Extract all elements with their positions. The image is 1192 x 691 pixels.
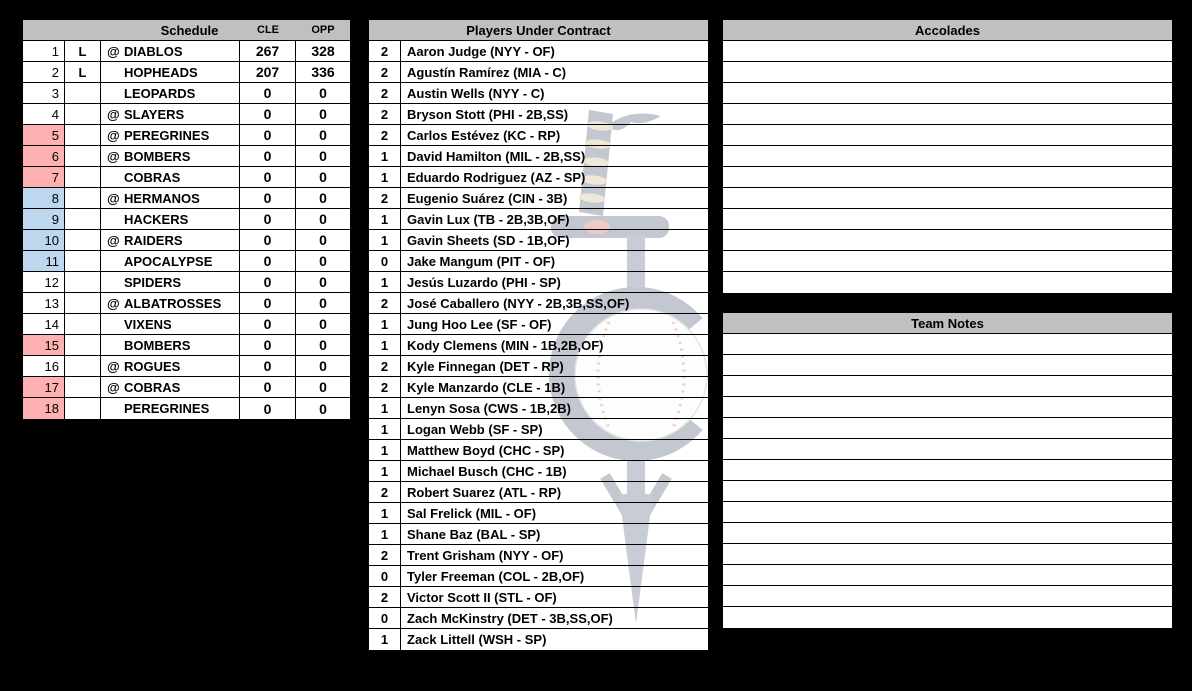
opponent-cell[interactable] xyxy=(101,251,240,271)
contract-years-cell[interactable]: 2 xyxy=(369,125,401,145)
schedule-row xyxy=(23,209,350,230)
player-row xyxy=(369,482,708,503)
player-row xyxy=(369,440,708,461)
opponent-name: SLAYERS xyxy=(124,106,185,122)
empty-note-cell[interactable] xyxy=(723,230,1172,250)
player-row xyxy=(369,419,708,440)
opponent-name: HOPHEADS xyxy=(124,64,198,80)
schedule-row xyxy=(23,167,350,188)
opponent-name: ALBATROSSES xyxy=(124,295,222,311)
opponent-cell[interactable] xyxy=(101,104,240,124)
opp-score-cell[interactable]: 0 xyxy=(319,106,327,122)
opponent-cell[interactable] xyxy=(101,398,240,419)
team-score-cell[interactable]: 267 xyxy=(240,41,296,61)
player-row xyxy=(369,104,708,125)
opp-score-cell[interactable]: 0 xyxy=(319,295,327,311)
opp-score-cell[interactable]: 0 xyxy=(319,358,327,374)
player-row xyxy=(369,398,708,419)
schedule-row xyxy=(23,104,350,125)
game-number-cell[interactable]: 4 xyxy=(23,104,65,124)
empty-note-row xyxy=(723,125,1172,146)
contract-years-cell[interactable]: 2 xyxy=(369,587,401,607)
result-cell[interactable] xyxy=(65,251,101,271)
contract-years-cell[interactable]: 1 xyxy=(369,272,401,292)
opponent-name: DIABLOS xyxy=(124,43,183,59)
result-cell[interactable]: L xyxy=(65,41,101,61)
player-row xyxy=(369,146,708,167)
schedule-table xyxy=(22,19,351,420)
opp-score-cell[interactable]: 0 xyxy=(319,169,327,185)
schedule-row xyxy=(23,314,350,335)
game-number-cell[interactable]: 10 xyxy=(23,230,65,250)
accolades-title: Accolades xyxy=(914,22,981,38)
schedule-row xyxy=(23,335,350,356)
result-cell[interactable] xyxy=(65,146,101,166)
players-title: Players Under Contract xyxy=(466,22,611,38)
away-indicator: @ xyxy=(107,295,120,311)
schedule-row xyxy=(23,83,350,104)
empty-note-row xyxy=(723,104,1172,125)
empty-note-cell[interactable] xyxy=(723,523,1172,543)
result-cell[interactable] xyxy=(65,377,101,397)
player-row xyxy=(369,629,708,650)
empty-note-row xyxy=(723,565,1172,586)
contract-years-cell[interactable]: 1 xyxy=(369,314,401,334)
empty-note-row xyxy=(723,607,1172,628)
team-score-cell[interactable]: 0 xyxy=(240,83,296,103)
player-row xyxy=(369,251,708,272)
player-name-cell[interactable]: Shane Baz (BAL - SP) xyxy=(407,526,541,542)
team-score-cell[interactable]: 0 xyxy=(240,209,296,229)
team-notes-rows xyxy=(723,334,1172,628)
player-name-cell[interactable]: Kody Clemens (MIN - 1B,2B,OF) xyxy=(407,337,604,353)
result-cell[interactable] xyxy=(65,167,101,187)
game-number-cell[interactable]: 12 xyxy=(23,272,65,292)
away-indicator: @ xyxy=(107,43,120,59)
contract-years-cell[interactable]: 2 xyxy=(369,293,401,313)
players-table xyxy=(368,19,709,651)
player-row xyxy=(369,356,708,377)
opponent-cell[interactable] xyxy=(101,356,240,376)
empty-note-row xyxy=(723,544,1172,565)
player-name-cell[interactable]: Bryson Stott (PHI - 2B,SS) xyxy=(407,106,569,122)
game-number-cell[interactable]: 11 xyxy=(23,251,65,271)
player-row xyxy=(369,566,708,587)
contract-years-cell[interactable]: 1 xyxy=(369,419,401,439)
empty-note-cell[interactable] xyxy=(723,481,1172,501)
player-row xyxy=(369,608,708,629)
empty-note-row xyxy=(723,418,1172,439)
schedule-header-blank xyxy=(65,20,101,40)
player-name-cell[interactable]: Gavin Lux (TB - 2B,3B,OF) xyxy=(407,211,570,227)
player-name-cell[interactable]: Eugenio Suárez (CIN - 3B) xyxy=(407,190,568,206)
empty-note-cell[interactable] xyxy=(723,439,1172,459)
empty-note-row xyxy=(723,209,1172,230)
empty-note-cell[interactable] xyxy=(723,272,1172,293)
player-row xyxy=(369,377,708,398)
away-indicator: @ xyxy=(107,106,120,122)
game-number-cell[interactable]: 2 xyxy=(23,62,65,82)
opp-score-cell[interactable]: 0 xyxy=(319,148,327,164)
away-indicator: @ xyxy=(107,358,120,374)
player-name-cell[interactable]: Eduardo Rodriguez (AZ - SP) xyxy=(407,169,586,185)
contract-years-cell[interactable]: 1 xyxy=(369,440,401,460)
opponent-cell[interactable] xyxy=(101,167,240,187)
team-score-cell[interactable]: 0 xyxy=(240,104,296,124)
contract-years-cell[interactable]: 2 xyxy=(369,83,401,103)
contract-years-cell[interactable]: 2 xyxy=(369,41,401,61)
opponent-cell[interactable] xyxy=(101,209,240,229)
empty-note-row xyxy=(723,146,1172,167)
empty-note-cell[interactable] xyxy=(723,334,1172,354)
empty-note-cell[interactable] xyxy=(723,188,1172,208)
schedule-row xyxy=(23,272,350,293)
game-number-cell[interactable]: 7 xyxy=(23,167,65,187)
player-row xyxy=(369,587,708,608)
result-cell[interactable] xyxy=(65,314,101,334)
contract-years-cell[interactable]: 2 xyxy=(369,377,401,397)
team-score-cell[interactable]: 0 xyxy=(240,335,296,355)
game-number-cell[interactable]: 15 xyxy=(23,335,65,355)
player-name-cell[interactable]: Matthew Boyd (CHC - SP) xyxy=(407,442,565,458)
empty-note-cell[interactable] xyxy=(723,251,1172,271)
player-row xyxy=(369,41,708,62)
contract-years-cell[interactable]: 1 xyxy=(369,524,401,544)
player-row xyxy=(369,335,708,356)
contract-years-cell[interactable]: 0 xyxy=(369,251,401,271)
player-name-cell[interactable]: José Caballero (NYY - 2B,3B,SS,OF) xyxy=(407,295,630,311)
result-cell[interactable] xyxy=(65,356,101,376)
empty-note-cell[interactable] xyxy=(723,460,1172,480)
opponent-cell[interactable] xyxy=(101,335,240,355)
opp-score-cell[interactable]: 0 xyxy=(319,190,327,206)
player-row xyxy=(369,188,708,209)
player-name-cell[interactable]: Tyler Freeman (COL - 2B,OF) xyxy=(407,568,585,584)
player-name-cell[interactable]: Trent Grisham (NYY - OF) xyxy=(407,547,564,563)
opp-score-cell[interactable]: 0 xyxy=(319,379,327,395)
team-notes-table xyxy=(722,312,1173,629)
team-score-cell[interactable]: 0 xyxy=(240,272,296,292)
contract-years-cell[interactable]: 2 xyxy=(369,62,401,82)
opp-score-cell[interactable]: 0 xyxy=(319,337,327,353)
opp-score-cell[interactable]: 0 xyxy=(319,232,327,248)
contract-years-cell[interactable]: 2 xyxy=(369,104,401,124)
empty-note-row xyxy=(723,460,1172,481)
player-name-cell[interactable]: Victor Scott II (STL - OF) xyxy=(407,589,557,605)
opponent-name: BOMBERS xyxy=(124,148,191,164)
empty-note-row xyxy=(723,83,1172,104)
player-name-cell[interactable]: Zack Littell (WSH - SP) xyxy=(407,632,547,647)
result-cell[interactable] xyxy=(65,230,101,250)
empty-note-cell[interactable] xyxy=(723,104,1172,124)
game-number-cell[interactable]: 3 xyxy=(23,83,65,103)
opponent-name: SPIDERS xyxy=(124,274,182,290)
empty-note-cell[interactable] xyxy=(723,83,1172,103)
empty-note-cell[interactable] xyxy=(723,565,1172,585)
accolades-header xyxy=(723,20,1172,41)
team-score-cell[interactable]: 0 xyxy=(240,251,296,271)
contract-years-cell[interactable]: 1 xyxy=(369,461,401,481)
result-cell[interactable] xyxy=(65,188,101,208)
team-notes-title: Team Notes xyxy=(911,315,984,331)
opp-score-cell[interactable]: 0 xyxy=(319,211,327,227)
opp-score-cell[interactable]: 0 xyxy=(319,316,327,332)
empty-note-row xyxy=(723,41,1172,62)
accolades-rows xyxy=(723,41,1172,293)
player-name-cell[interactable]: Jung Hoo Lee (SF - OF) xyxy=(407,316,552,332)
opponent-cell[interactable] xyxy=(101,83,240,103)
empty-note-cell[interactable] xyxy=(723,355,1172,375)
opp-score-cell[interactable]: 0 xyxy=(319,400,327,417)
contract-years-cell[interactable]: 1 xyxy=(369,230,401,250)
schedule-row xyxy=(23,356,350,377)
player-name-cell[interactable]: Lenyn Sosa (CWS - 1B,2B) xyxy=(407,400,571,416)
opponent-cell[interactable] xyxy=(101,272,240,292)
players-header xyxy=(369,20,708,41)
empty-note-cell[interactable] xyxy=(723,397,1172,417)
away-indicator: @ xyxy=(107,232,120,248)
opponent-cell[interactable] xyxy=(101,293,240,313)
empty-note-row xyxy=(723,523,1172,544)
empty-note-row xyxy=(723,251,1172,272)
player-row xyxy=(369,230,708,251)
away-indicator: @ xyxy=(107,190,120,206)
opponent-name: COBRAS xyxy=(124,169,181,185)
opp-column-header: OPP xyxy=(311,24,335,36)
team-score-cell[interactable]: 0 xyxy=(240,293,296,313)
team-score-cell[interactable]: 0 xyxy=(240,188,296,208)
player-row xyxy=(369,272,708,293)
contract-years-cell[interactable]: 1 xyxy=(369,629,401,650)
player-row xyxy=(369,293,708,314)
empty-note-cell[interactable] xyxy=(723,607,1172,628)
player-row xyxy=(369,524,708,545)
opponent-cell[interactable] xyxy=(101,125,240,145)
opponent-cell[interactable] xyxy=(101,314,240,334)
player-name-cell[interactable]: Gavin Sheets (SD - 1B,OF) xyxy=(407,232,570,248)
player-name-cell[interactable]: Kyle Finnegan (DET - RP) xyxy=(407,358,564,374)
opp-score-cell[interactable]: 0 xyxy=(319,85,327,101)
result-cell[interactable] xyxy=(65,83,101,103)
schedule-row xyxy=(23,41,350,62)
player-name-cell[interactable]: Austin Wells (NYY - C) xyxy=(407,85,545,101)
schedule-header-blank xyxy=(23,20,65,40)
team-score-cell[interactable]: 0 xyxy=(240,398,296,419)
team-score-cell[interactable]: 0 xyxy=(240,146,296,166)
player-row xyxy=(369,62,708,83)
contract-years-cell[interactable]: 2 xyxy=(369,188,401,208)
schedule-row xyxy=(23,293,350,314)
opp-score-cell[interactable]: 0 xyxy=(319,127,327,143)
cle-column-header: CLE xyxy=(257,24,279,36)
schedule-rows xyxy=(23,41,350,419)
contract-years-cell[interactable]: 0 xyxy=(369,608,401,628)
opponent-name: ROGUES xyxy=(124,358,181,374)
empty-note-row xyxy=(723,272,1172,293)
player-name-cell[interactable]: Sal Frelick (MIL - OF) xyxy=(407,505,537,521)
schedule-row xyxy=(23,230,350,251)
game-number-cell[interactable]: 16 xyxy=(23,356,65,376)
contract-years-cell[interactable]: 1 xyxy=(369,146,401,166)
empty-note-row xyxy=(723,230,1172,251)
opponent-cell[interactable] xyxy=(101,188,240,208)
opponent-name: HACKERS xyxy=(124,211,189,227)
game-number-cell[interactable]: 18 xyxy=(23,398,65,419)
empty-note-row xyxy=(723,397,1172,418)
opp-score-cell[interactable]: 0 xyxy=(319,253,327,269)
empty-note-cell[interactable] xyxy=(723,376,1172,396)
result-cell[interactable] xyxy=(65,209,101,229)
empty-note-cell[interactable] xyxy=(723,544,1172,564)
opponent-cell[interactable] xyxy=(101,41,240,61)
contract-years-cell[interactable]: 1 xyxy=(369,398,401,418)
away-indicator: @ xyxy=(107,148,120,164)
game-number-cell[interactable]: 9 xyxy=(23,209,65,229)
empty-note-row xyxy=(723,167,1172,188)
team-score-cell[interactable]: 0 xyxy=(240,230,296,250)
opponent-name: LEOPARDS xyxy=(124,85,196,101)
schedule-row xyxy=(23,188,350,209)
team-score-cell[interactable]: 0 xyxy=(240,377,296,397)
opponent-name: COBRAS xyxy=(124,379,181,395)
empty-note-row xyxy=(723,334,1172,355)
player-row xyxy=(369,83,708,104)
empty-note-cell[interactable] xyxy=(723,502,1172,522)
empty-note-cell[interactable] xyxy=(723,41,1172,61)
empty-note-cell[interactable] xyxy=(723,62,1172,82)
result-cell[interactable] xyxy=(65,272,101,292)
result-cell[interactable] xyxy=(65,335,101,355)
schedule-row xyxy=(23,377,350,398)
game-number-cell[interactable]: 8 xyxy=(23,188,65,208)
empty-note-row xyxy=(723,502,1172,523)
opponent-name: APOCALYPSE xyxy=(124,253,213,269)
schedule-row xyxy=(23,251,350,272)
empty-note-cell[interactable] xyxy=(723,209,1172,229)
opponent-name: PEREGRINES xyxy=(124,127,210,143)
player-name-cell[interactable]: Zach McKinstry (DET - 3B,SS,OF) xyxy=(407,610,613,626)
player-name-cell[interactable]: Jake Mangum (PIT - OF) xyxy=(407,253,556,269)
schedule-title: Schedule xyxy=(160,22,219,38)
opponent-cell[interactable] xyxy=(101,230,240,250)
empty-note-row xyxy=(723,586,1172,607)
contract-years-cell[interactable]: 1 xyxy=(369,167,401,187)
player-name-cell[interactable]: Aaron Judge (NYY - OF) xyxy=(407,43,555,59)
opponent-name: PEREGRINES xyxy=(124,401,210,416)
contract-years-cell[interactable]: 1 xyxy=(369,503,401,523)
player-row xyxy=(369,167,708,188)
empty-note-cell[interactable] xyxy=(723,125,1172,145)
team-score-cell[interactable]: 207 xyxy=(240,62,296,82)
game-number-cell[interactable]: 13 xyxy=(23,293,65,313)
schedule-row xyxy=(23,125,350,146)
empty-note-row xyxy=(723,62,1172,83)
team-score-cell[interactable]: 0 xyxy=(240,167,296,187)
player-row xyxy=(369,503,708,524)
empty-note-row xyxy=(723,481,1172,502)
game-number-cell[interactable]: 17 xyxy=(23,377,65,397)
result-cell[interactable]: L xyxy=(65,62,101,82)
players-rows xyxy=(369,41,708,650)
result-cell[interactable] xyxy=(65,293,101,313)
team-notes-header xyxy=(723,313,1172,334)
schedule-row xyxy=(23,62,350,83)
empty-note-row xyxy=(723,439,1172,460)
player-name-cell[interactable]: Kyle Manzardo (CLE - 1B) xyxy=(407,379,566,395)
opponent-name: RAIDERS xyxy=(124,232,183,248)
opp-score-cell[interactable]: 328 xyxy=(311,43,335,59)
result-cell[interactable] xyxy=(65,125,101,145)
game-number-cell[interactable]: 6 xyxy=(23,146,65,166)
opp-score-cell[interactable]: 0 xyxy=(319,274,327,290)
game-number-cell[interactable]: 5 xyxy=(23,125,65,145)
schedule-header xyxy=(23,20,350,41)
empty-note-cell[interactable] xyxy=(723,586,1172,606)
opponent-name: HERMANOS xyxy=(124,190,200,206)
contract-years-cell[interactable]: 2 xyxy=(369,356,401,376)
team-score-cell[interactable]: 0 xyxy=(240,314,296,334)
opponent-name: VIXENS xyxy=(124,316,172,332)
contract-years-cell[interactable]: 2 xyxy=(369,482,401,502)
result-cell[interactable] xyxy=(65,398,101,419)
player-row xyxy=(369,461,708,482)
empty-note-row xyxy=(723,355,1172,376)
empty-note-row xyxy=(723,376,1172,397)
opp-score-cell[interactable]: 336 xyxy=(311,64,335,80)
player-row xyxy=(369,314,708,335)
player-name-cell[interactable]: Robert Suarez (ATL - RP) xyxy=(407,484,562,500)
accolades-table xyxy=(722,19,1173,294)
empty-note-row xyxy=(723,188,1172,209)
team-score-cell[interactable]: 0 xyxy=(240,125,296,145)
player-name-cell[interactable]: Logan Webb (SF - SP) xyxy=(407,421,543,437)
result-cell[interactable] xyxy=(65,104,101,124)
player-row xyxy=(369,545,708,566)
contract-years-cell[interactable]: 1 xyxy=(369,209,401,229)
opponent-cell[interactable] xyxy=(101,146,240,166)
player-row xyxy=(369,125,708,146)
team-score-cell[interactable]: 0 xyxy=(240,356,296,376)
empty-note-cell[interactable] xyxy=(723,146,1172,166)
opponent-cell[interactable] xyxy=(101,62,240,82)
contract-years-cell[interactable]: 2 xyxy=(369,545,401,565)
player-name-cell[interactable]: David Hamilton (MIL - 2B,SS) xyxy=(407,148,586,164)
player-row xyxy=(369,209,708,230)
opponent-cell[interactable] xyxy=(101,377,240,397)
contract-years-cell[interactable]: 0 xyxy=(369,566,401,586)
empty-note-cell[interactable] xyxy=(723,167,1172,187)
schedule-row xyxy=(23,398,350,419)
player-name-cell[interactable]: Jesús Luzardo (PHI - SP) xyxy=(407,274,561,290)
player-name-cell[interactable]: Agustín Ramírez (MIA - C) xyxy=(407,64,567,80)
player-name-cell[interactable]: Carlos Estévez (KC - RP) xyxy=(407,127,561,143)
game-number-cell[interactable]: 1 xyxy=(23,41,65,61)
player-name-cell[interactable]: Michael Busch (CHC - 1B) xyxy=(407,463,567,479)
away-indicator: @ xyxy=(107,379,120,395)
contract-years-cell[interactable]: 1 xyxy=(369,335,401,355)
empty-note-cell[interactable] xyxy=(723,418,1172,438)
opponent-name: BOMBERS xyxy=(124,337,191,353)
away-indicator: @ xyxy=(107,127,120,143)
game-number-cell[interactable]: 14 xyxy=(23,314,65,334)
schedule-row xyxy=(23,146,350,167)
